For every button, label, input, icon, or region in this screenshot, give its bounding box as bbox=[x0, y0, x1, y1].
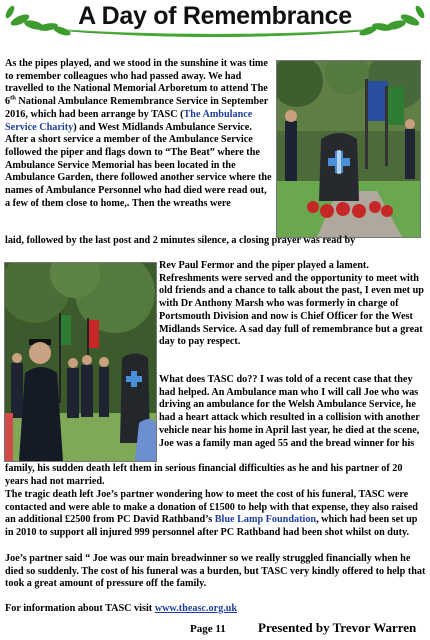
tasc-website-link[interactable]: www.theasc.org.uk bbox=[154, 603, 238, 614]
wreath-paragraph: laid, followed by the last post and 2 minutes silence, a closing prayer was read by bbox=[5, 235, 356, 246]
blue-lamp-foundation-link: Blue Lamp Foundation bbox=[214, 514, 317, 526]
partner-quote-paragraph: Joe’s partner said “ Joe was our main breadwinner so we really struggled financially when he died so suddenly. The cost of his funeral was a burden, but TASC very kindly offered to help that took a great amount of pressure off the family. bbox=[5, 553, 426, 590]
tasc-case-continued: family, his sudden death left them in serious financial difficulties as he and his partner of 20 years had not married. bbox=[5, 463, 403, 487]
memorial-stone-photo bbox=[276, 60, 421, 238]
charity-name: The Ambulance Service Charity bbox=[5, 108, 253, 133]
page-number: Page 11 bbox=[190, 623, 226, 635]
funeral-paragraph: The tragic death left Joe’s partner wondering how to meet the cost of his funeral, TASC were contacted and were able to make a donation of £1500 to help with that expense, they also raised an additional £2500 from PC David Rathband’s Blue Lamp Foundation, which had been set up in 2010 to support all injured 999 personnel after PC Rathband had been shot whilst on duty. bbox=[5, 489, 418, 539]
ceremony-photo bbox=[4, 262, 157, 462]
service-paragraph: After a short service a member of the Ambulance Service followed the piper and flags down to “The Beat” where the Ambulance Service Memorial has been located in the Ambulance Garden, there followed another service where the names of Ambulance Personnel who had died were read out, a few of them close to home,. Then the wreaths were bbox=[5, 134, 272, 209]
author-credit: Presented by Trevor Warren bbox=[258, 620, 417, 635]
page-title: A Day of Remembrance bbox=[78, 2, 352, 30]
info-paragraph: For information about TASC visit www.theasc.org.uk bbox=[5, 603, 238, 614]
intro-paragraph: As the pipes played, and we stood in the sunshine it was time to remember colleagues who had passed away. We had travelled to the National Memorial Arboretum to attend The 6th National Ambulance Remembrance Service in September 2016, which had been arrange by TASC (The Ambulance Service Charity) and West Midlands Ambulance Service. After a short service a member of the Ambulance Service followed the piper and flags down to “The Beat” where the Ambulance Service Memorial has been located in the Ambulance Garden, there followed another service where the names of Ambulance Personnel who had died were read out, a few of them close to home,. Then the wreaths were bbox=[5, 58, 272, 209]
refreshments-paragraph: Rev Paul Fermor and the piper played a lament. Refreshments were served and the opportunity to meet with old friends and a chance to talk about the past, I even met up with Dr Anthony Marsh who was formerly in charge of Portsmouth Division and now is Chief Officer for the West Midlands Service. A sad day full of remembrance but a great day to pay respect. bbox=[159, 260, 424, 348]
title-banner bbox=[0, 0, 430, 38]
tasc-case-paragraph: What does TASC do?? I was told of a recent case that they had helped. An Ambulance man who I will call Joe who was driving an ambulance for the Welsh Ambulance Service, he had a heart attack which resulted in a collision with another vehicle near his home in April last year, he died at the scene, Joe was a family man aged 55 and the bread winner for his bbox=[159, 374, 420, 449]
